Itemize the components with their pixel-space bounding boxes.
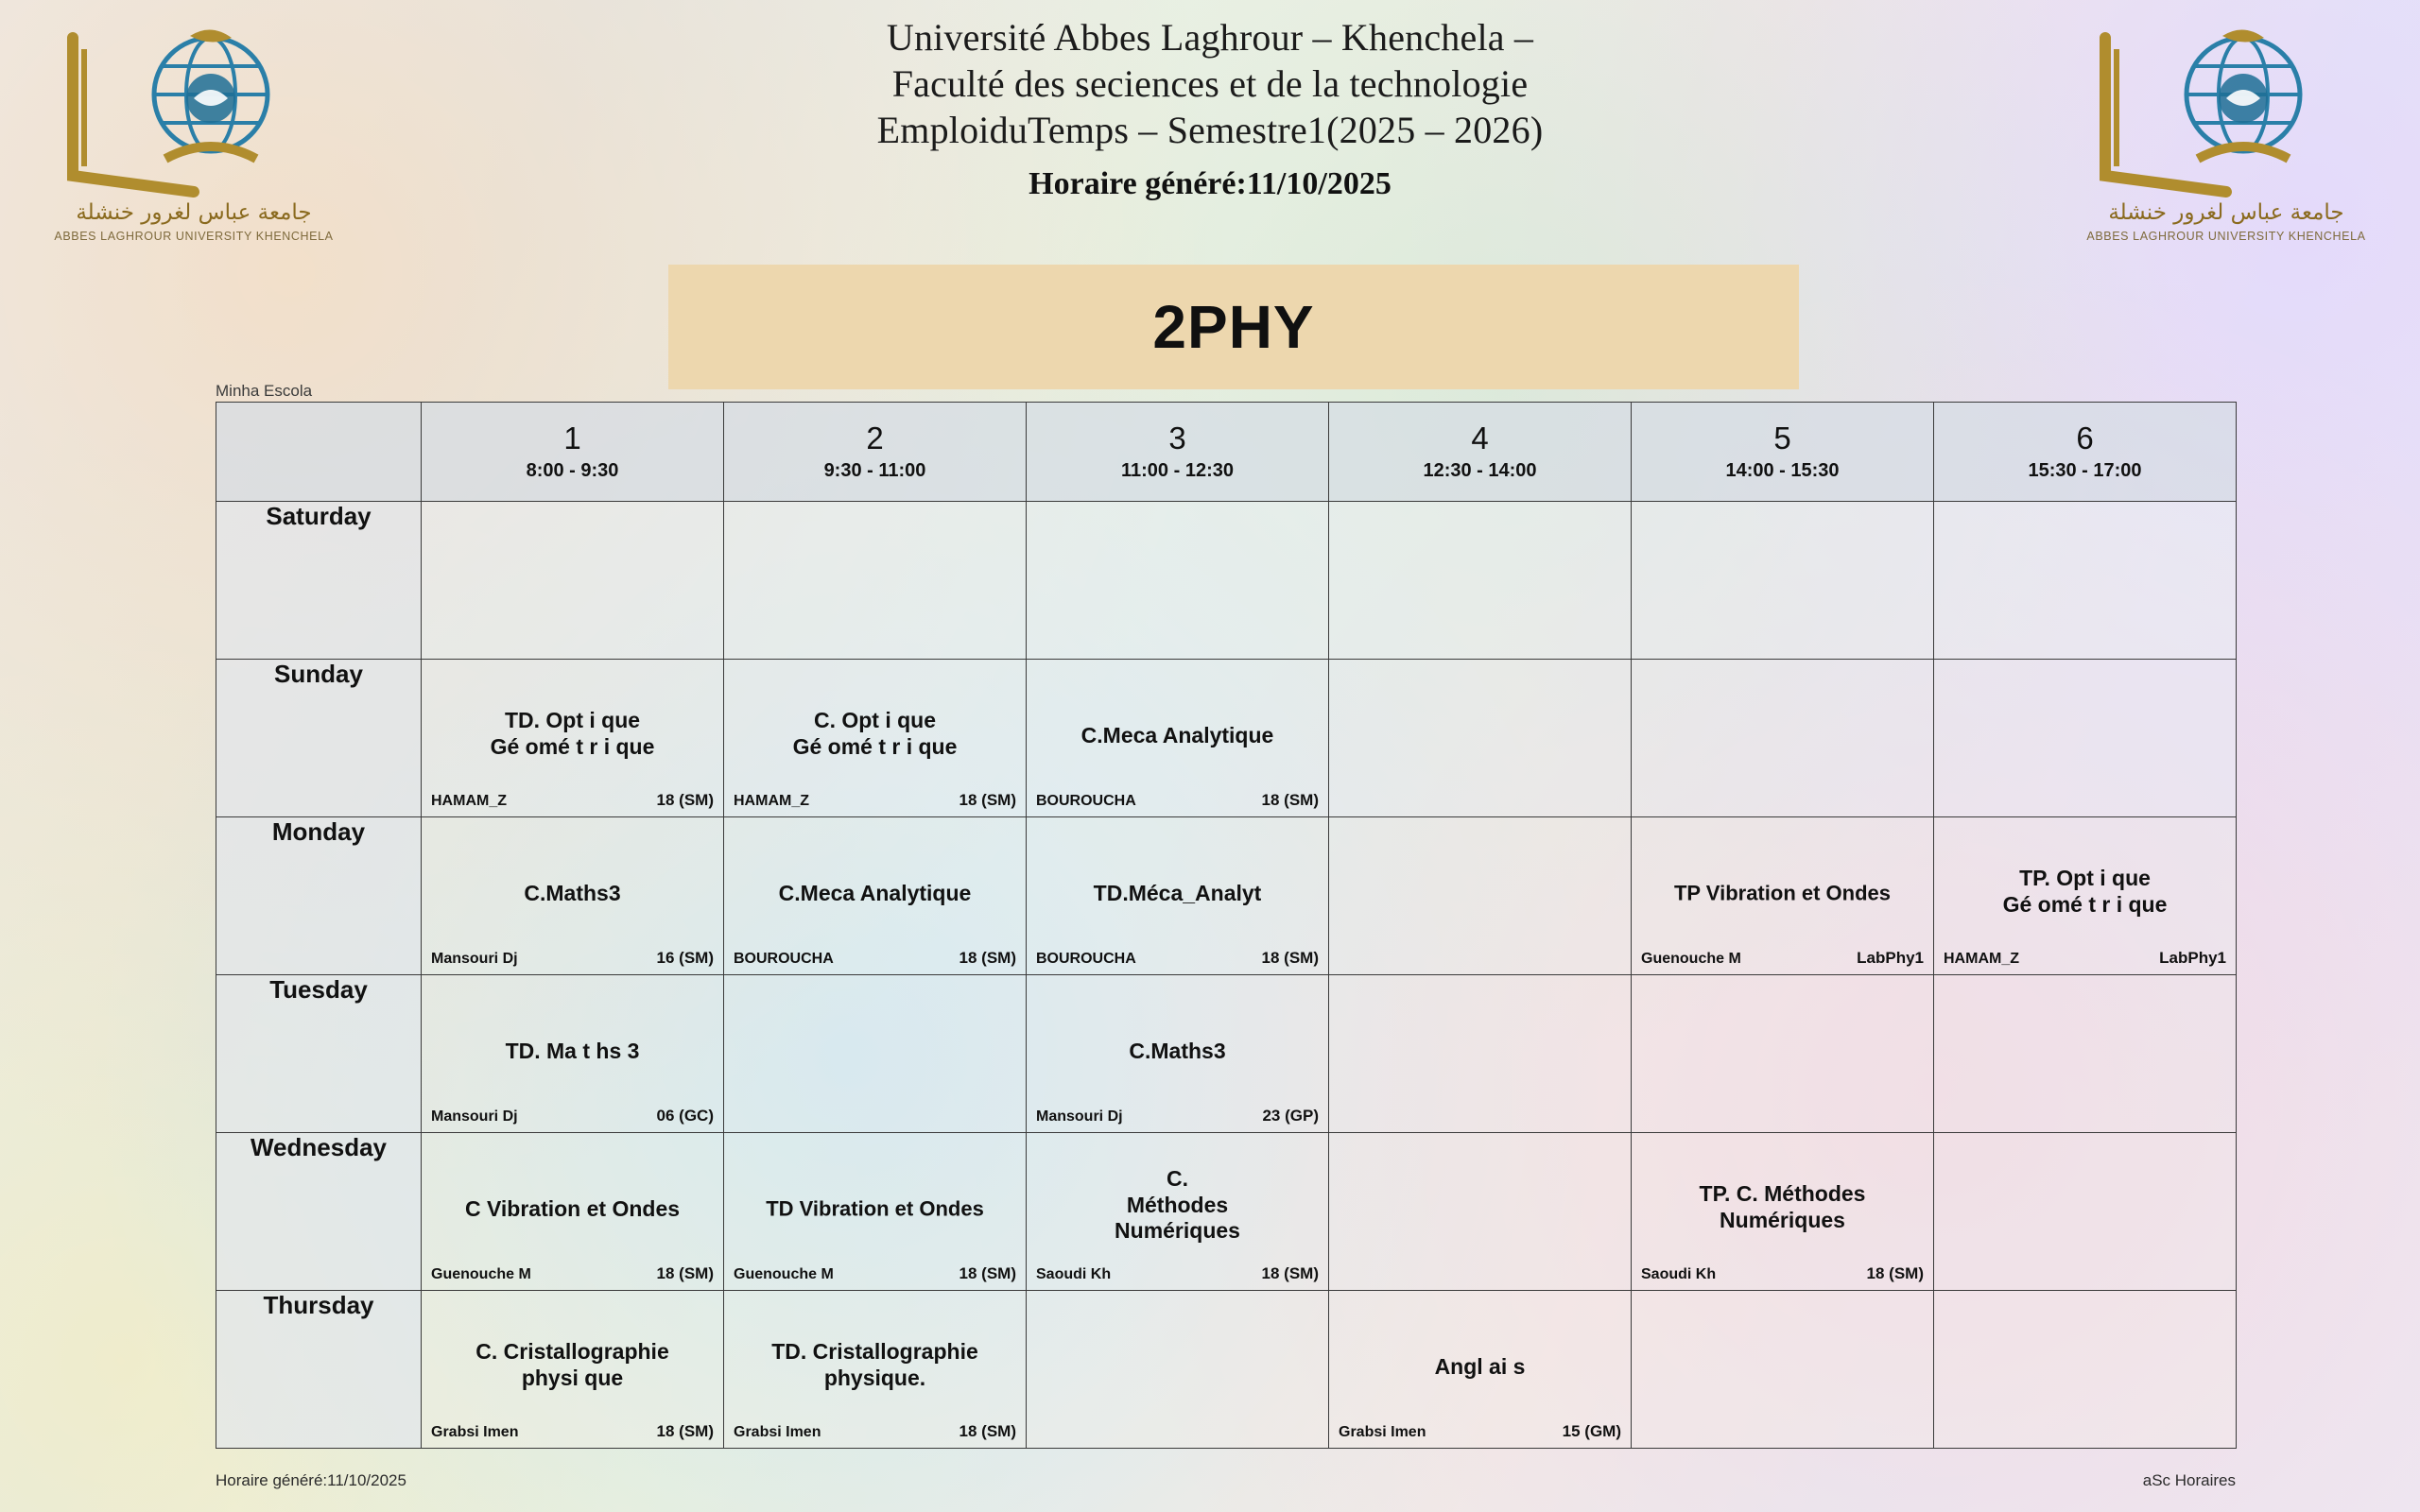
slot-range: 12:30 - 14:00 xyxy=(1423,459,1537,481)
time-slot-header-6 xyxy=(1934,403,2237,502)
session-cell[interactable] xyxy=(1329,1133,1632,1291)
table-row xyxy=(216,817,2237,975)
session-cell[interactable] xyxy=(422,975,724,1133)
session-room: 18 (SM) xyxy=(656,791,714,809)
session-room: 18 (SM) xyxy=(656,1422,714,1440)
session-cell[interactable] xyxy=(422,1291,724,1449)
footer-software-credit: aSc Horaires xyxy=(2142,1471,2236,1489)
session-cell[interactable] xyxy=(1934,817,2237,975)
session-subject: TD. Opt i que Gé omé t r i que xyxy=(490,707,655,759)
time-slot-header-4 xyxy=(1329,403,1632,502)
session-cell[interactable] xyxy=(1632,975,1934,1133)
session-room: 18 (SM) xyxy=(959,1264,1016,1282)
logo-english-text-right: ABBES LAGHROUR UNIVERSITY KHENCHELA xyxy=(2086,230,2366,243)
logo-arabic-text-right: جامعة عباس لغرور خنشلة xyxy=(2108,200,2344,225)
session-cell[interactable] xyxy=(1632,1291,1934,1449)
title-line-3: EmploiduTemps – Semestre1(2025 – 2026) xyxy=(876,108,1544,151)
class-banner-label: 2PHY xyxy=(1152,293,1315,361)
session-subject: C.Maths3 xyxy=(524,880,621,905)
title-line-2: Faculté des seciences et de la technologie xyxy=(891,61,1529,105)
time-slot-header-5 xyxy=(1632,403,1934,502)
time-slot-header-1 xyxy=(422,403,724,502)
session-subject: C Vibration et Ondes xyxy=(464,1195,681,1221)
session-teacher: Grabsi Imen xyxy=(431,1424,519,1440)
day-label-saturday: Saturday xyxy=(216,502,422,660)
session-subject: TP. C. Méthodes Numériques xyxy=(1699,1180,1866,1232)
session-teacher: Saoudi Kh xyxy=(1036,1266,1112,1282)
session-cell[interactable] xyxy=(1632,660,1934,817)
session-cell[interactable] xyxy=(1934,1133,2237,1291)
session-room: 18 (SM) xyxy=(1261,1264,1319,1282)
session-cell[interactable] xyxy=(422,1133,724,1291)
session-cell[interactable] xyxy=(1027,817,1329,975)
session-cell[interactable] xyxy=(1329,817,1632,975)
slot-range: 8:00 - 9:30 xyxy=(526,459,619,481)
class-banner xyxy=(668,265,1799,389)
session-teacher: HAMAM_Z xyxy=(1944,951,2019,967)
session-teacher: Grabsi Imen xyxy=(1339,1424,1426,1440)
slot-number: 3 xyxy=(1168,421,1186,456)
session-cell[interactable] xyxy=(1934,975,2237,1133)
session-subject: TD. Cristallographie physique. xyxy=(771,1338,978,1390)
session-cell[interactable] xyxy=(1027,1133,1329,1291)
session-cell[interactable] xyxy=(1329,502,1632,660)
session-teacher: Grabsi Imen xyxy=(734,1424,821,1440)
day-label-monday: Monday xyxy=(216,817,422,975)
session-cell[interactable] xyxy=(422,660,724,817)
session-subject: C.Meca Analytique xyxy=(778,880,972,905)
session-cell[interactable] xyxy=(422,502,724,660)
session-teacher: BOUROUCHA xyxy=(1036,951,1136,967)
session-teacher: Mansouri Dj xyxy=(1036,1108,1123,1125)
session-cell[interactable] xyxy=(724,502,1027,660)
slot-number: 6 xyxy=(2076,421,2094,456)
school-watermark: Minha Escola xyxy=(216,382,313,400)
session-cell[interactable] xyxy=(1027,502,1329,660)
session-cell[interactable] xyxy=(1632,502,1934,660)
session-subject: C. Méthodes Numériques xyxy=(1115,1165,1240,1244)
page-title xyxy=(0,15,2420,153)
day-label-wednesday: Wednesday xyxy=(216,1133,422,1291)
session-teacher: BOUROUCHA xyxy=(734,951,834,967)
session-cell[interactable] xyxy=(1934,1291,2237,1449)
session-cell[interactable] xyxy=(1329,1291,1632,1449)
session-cell[interactable] xyxy=(1632,1133,1934,1291)
generated-date: Horaire généré:11/10/2025 xyxy=(1028,166,1392,202)
time-slot-header-3 xyxy=(1027,403,1329,502)
page-footer xyxy=(216,1471,2236,1490)
session-teacher: Guenouche M xyxy=(431,1266,531,1282)
document-header xyxy=(0,15,2420,202)
session-teacher: Mansouri Dj xyxy=(431,951,518,967)
timetable-body xyxy=(216,502,2237,1449)
session-cell[interactable] xyxy=(1934,660,2237,817)
session-room: 18 (SM) xyxy=(1866,1264,1924,1282)
timetable-corner xyxy=(216,403,422,502)
session-room: LabPhy1 xyxy=(2159,949,2226,967)
session-room: 18 (SM) xyxy=(656,1264,714,1282)
session-teacher: BOUROUCHA xyxy=(1036,793,1136,809)
session-cell[interactable] xyxy=(724,660,1027,817)
session-subject: TP. Opt i que Gé omé t r i que xyxy=(2002,865,2168,917)
slot-number: 4 xyxy=(1471,421,1489,456)
session-cell[interactable] xyxy=(1329,660,1632,817)
session-cell[interactable] xyxy=(1027,975,1329,1133)
session-room: 18 (SM) xyxy=(1261,791,1319,809)
slot-range: 11:00 - 12:30 xyxy=(1121,459,1234,481)
table-row xyxy=(216,502,2237,660)
timetable-header-row xyxy=(216,403,2237,502)
footer-generated-date: Horaire généré:11/10/2025 xyxy=(216,1471,406,1489)
logo-arabic-text-left: جامعة عباس لغرور خنشلة xyxy=(76,200,312,225)
session-cell[interactable] xyxy=(724,1291,1027,1449)
session-room: 18 (SM) xyxy=(1261,949,1319,967)
session-cell[interactable] xyxy=(1934,502,2237,660)
session-room: 18 (SM) xyxy=(959,1422,1016,1440)
session-subject: C.Meca Analytique xyxy=(1080,722,1274,747)
session-room: 15 (GM) xyxy=(1562,1422,1621,1440)
session-room: 23 (GP) xyxy=(1262,1107,1319,1125)
session-cell[interactable] xyxy=(422,817,724,975)
slot-range: 9:30 - 11:00 xyxy=(823,459,926,481)
table-row xyxy=(216,660,2237,817)
session-room: 18 (SM) xyxy=(959,791,1016,809)
slot-range: 14:00 - 15:30 xyxy=(1725,459,1840,481)
session-subject: Angl ai s xyxy=(1434,1353,1526,1379)
session-room: LabPhy1 xyxy=(1857,949,1924,967)
day-label-tuesday: Tuesday xyxy=(216,975,422,1133)
slot-number: 5 xyxy=(1773,421,1791,456)
session-subject: TP Vibration et Ondes xyxy=(1673,881,1891,905)
session-subject: TD Vibration et Ondes xyxy=(766,1196,984,1221)
session-teacher: HAMAM_Z xyxy=(431,793,507,809)
slot-range: 15:30 - 17:00 xyxy=(2028,459,2142,481)
session-cell[interactable] xyxy=(1027,660,1329,817)
time-slot-header-2 xyxy=(724,403,1027,502)
session-teacher: Mansouri Dj xyxy=(431,1108,518,1125)
session-teacher: Saoudi Kh xyxy=(1641,1266,1717,1282)
session-subject: C. Opt i que Gé omé t r i que xyxy=(792,707,958,759)
slot-number: 1 xyxy=(563,421,581,456)
session-teacher: Guenouche M xyxy=(734,1266,834,1282)
title-line-1: Université Abbes Laghrour – Khenchela – xyxy=(886,16,1534,59)
session-teacher: Guenouche M xyxy=(1641,951,1741,967)
day-label-thursday: Thursday xyxy=(216,1291,422,1449)
session-cell[interactable] xyxy=(724,817,1027,975)
slot-number: 2 xyxy=(866,421,884,456)
session-subject: C. Cristallographie physi que xyxy=(475,1338,669,1390)
timetable xyxy=(216,402,2237,1449)
logo-english-text-left: ABBES LAGHROUR UNIVERSITY KHENCHELA xyxy=(54,230,334,243)
table-row xyxy=(216,975,2237,1133)
session-room: 16 (SM) xyxy=(656,949,714,967)
session-cell[interactable] xyxy=(1632,817,1934,975)
table-row xyxy=(216,1133,2237,1291)
session-subject: TD.Méca_Analyt xyxy=(1093,880,1262,905)
session-cell[interactable] xyxy=(724,1133,1027,1291)
session-teacher: HAMAM_Z xyxy=(734,793,809,809)
day-label-sunday: Sunday xyxy=(216,660,422,817)
session-cell[interactable] xyxy=(1027,1291,1329,1449)
session-room: 06 (GC) xyxy=(656,1107,714,1125)
session-cell[interactable] xyxy=(1329,975,1632,1133)
session-subject: TD. Ma t hs 3 xyxy=(505,1038,640,1063)
table-row xyxy=(216,1291,2237,1449)
session-subject: C.Maths3 xyxy=(1129,1038,1226,1063)
session-cell[interactable] xyxy=(724,975,1027,1133)
session-room: 18 (SM) xyxy=(959,949,1016,967)
